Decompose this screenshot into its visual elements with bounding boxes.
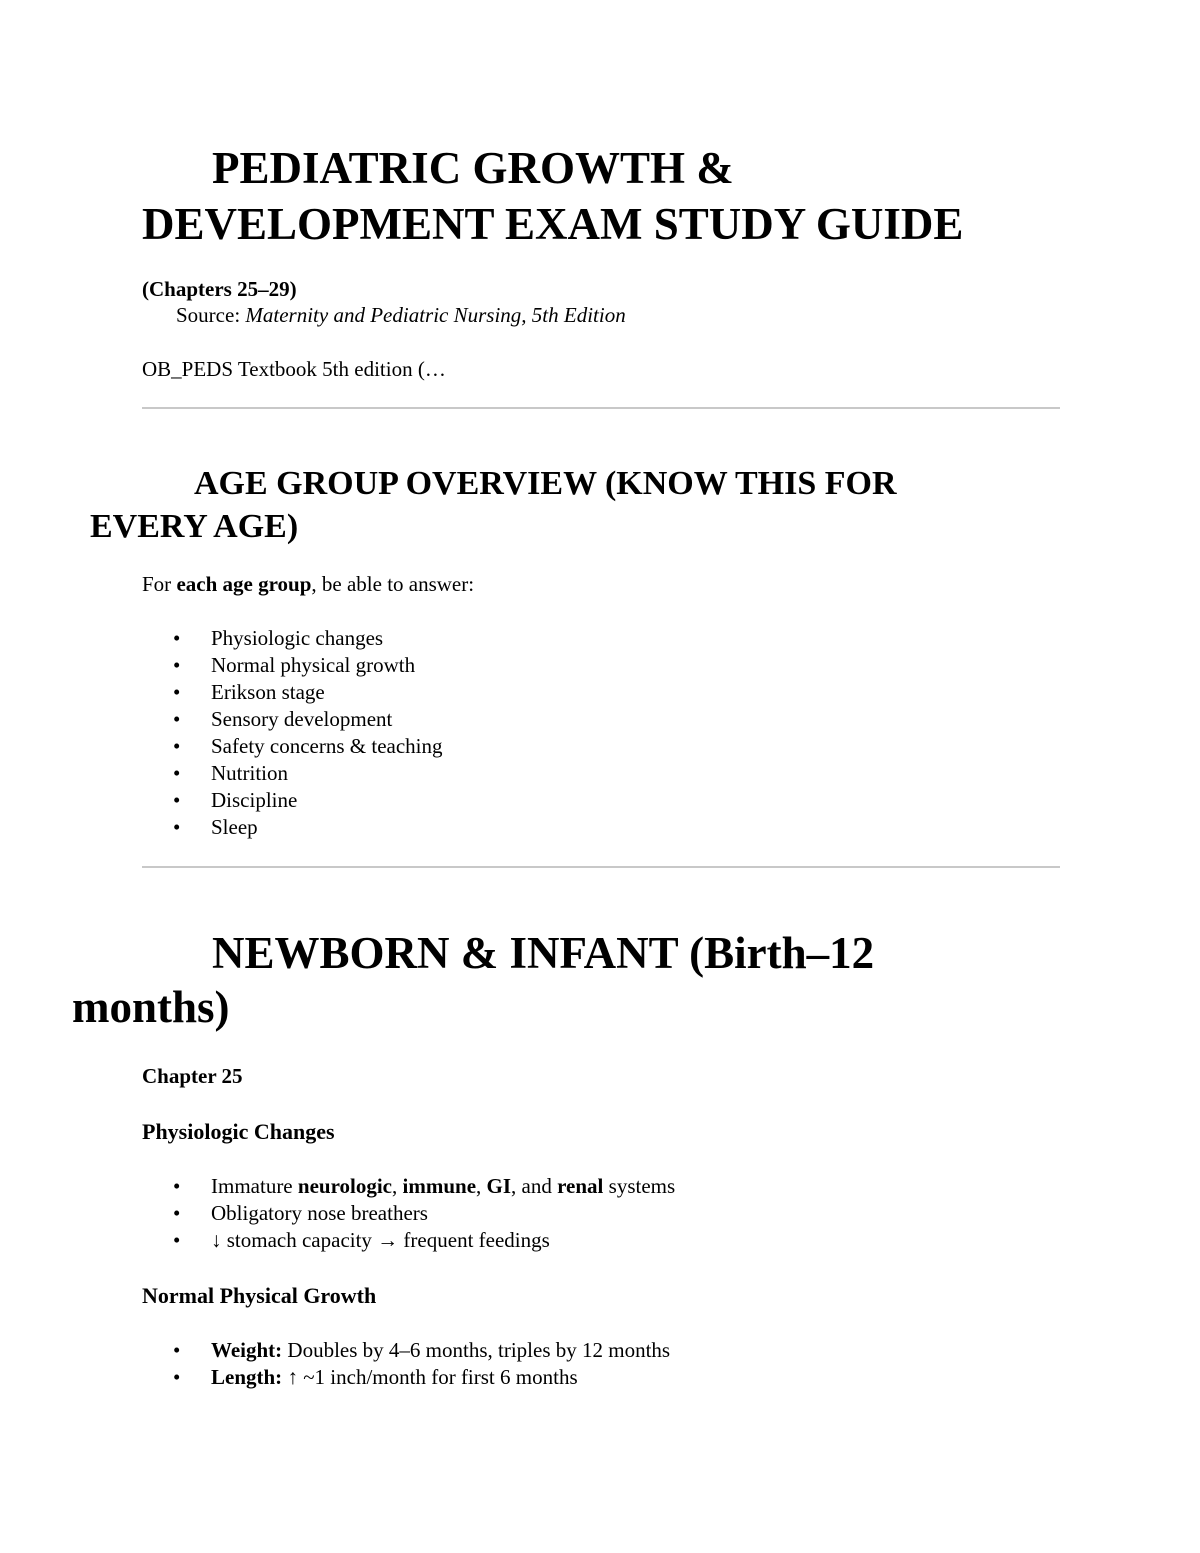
- length-text: ↑ ~1 inch/month for first 6 months: [282, 1365, 578, 1389]
- list-item: • Erikson stage: [142, 679, 1060, 706]
- item-bold: immune: [402, 1174, 477, 1198]
- overview-heading: [90, 462, 1060, 548]
- overview-heading-line-2: EVERY AGE): [90, 508, 299, 545]
- overview-prompt-bold: each age group: [176, 572, 312, 596]
- physiologic-changes-heading: Physiologic Changes: [142, 1119, 335, 1144]
- list-item: • Sleep: [142, 814, 1060, 841]
- list-item: • Safety concerns & teaching: [142, 733, 1060, 760]
- infant-heading: [72, 926, 1060, 1034]
- item-bold: neurologic: [297, 1174, 393, 1198]
- source-label: Source:: [176, 303, 246, 327]
- list-item: • ↓ stomach capacity → frequent feedings: [142, 1227, 1060, 1254]
- overview-prompt: [142, 571, 1060, 598]
- overview-list: [142, 625, 1060, 841]
- item-bold: GI: [486, 1174, 512, 1198]
- list-item: • Obligatory nose breathers: [142, 1200, 1060, 1227]
- item-text: ,: [392, 1174, 403, 1198]
- item-text: , and: [511, 1174, 558, 1198]
- list-item: [142, 1364, 1060, 1391]
- item-text: systems: [603, 1174, 676, 1198]
- weight-label: Weight:: [211, 1338, 283, 1362]
- length-label: Length:: [211, 1365, 283, 1389]
- overview-prompt-suffix: , be able to answer:: [311, 572, 475, 596]
- list-item: • Physiologic changes: [142, 625, 1060, 652]
- list-item: • Nutrition: [142, 760, 1060, 787]
- document-content: [72, 140, 1060, 1391]
- overview-prompt-prefix: For: [142, 572, 177, 596]
- chapters-range: (Chapters 25–29): [142, 277, 297, 301]
- item-bold: renal: [557, 1174, 604, 1198]
- list-item: [142, 1173, 1060, 1200]
- item-text: Immature: [211, 1174, 298, 1198]
- list-item: [142, 1337, 1060, 1364]
- title-line-1: PEDIATRIC GROWTH &: [212, 143, 734, 193]
- source-line: [142, 302, 1060, 328]
- overview-heading-line-1: AGE GROUP OVERVIEW (KNOW THIS FOR: [194, 465, 897, 502]
- normal-growth-heading: Normal Physical Growth: [142, 1283, 377, 1308]
- divider-1: [142, 407, 1060, 409]
- item-text: ,: [476, 1174, 487, 1198]
- document-title: [142, 140, 1060, 252]
- title-line-2: DEVELOPMENT EXAM STUDY GUIDE: [142, 199, 964, 249]
- textbook-reference: OB_PEDS Textbook 5th edition (…: [142, 357, 446, 381]
- list-item: • Discipline: [142, 787, 1060, 814]
- infant-chapter: Chapter 25: [142, 1064, 243, 1088]
- physiologic-changes-list: [142, 1173, 1060, 1254]
- source-title: Maternity and Pediatric Nursing, 5th Edition: [245, 303, 626, 327]
- list-item: • Normal physical growth: [142, 652, 1060, 679]
- infant-heading-line-1: NEWBORN & INFANT (Birth–12: [212, 928, 875, 978]
- list-item: • Sensory development: [142, 706, 1060, 733]
- divider-2: [142, 866, 1060, 868]
- weight-text: Doubles by 4–6 months, triples by 12 months: [282, 1338, 671, 1362]
- infant-heading-line-2: months): [72, 982, 230, 1032]
- normal-growth-list: [142, 1337, 1060, 1391]
